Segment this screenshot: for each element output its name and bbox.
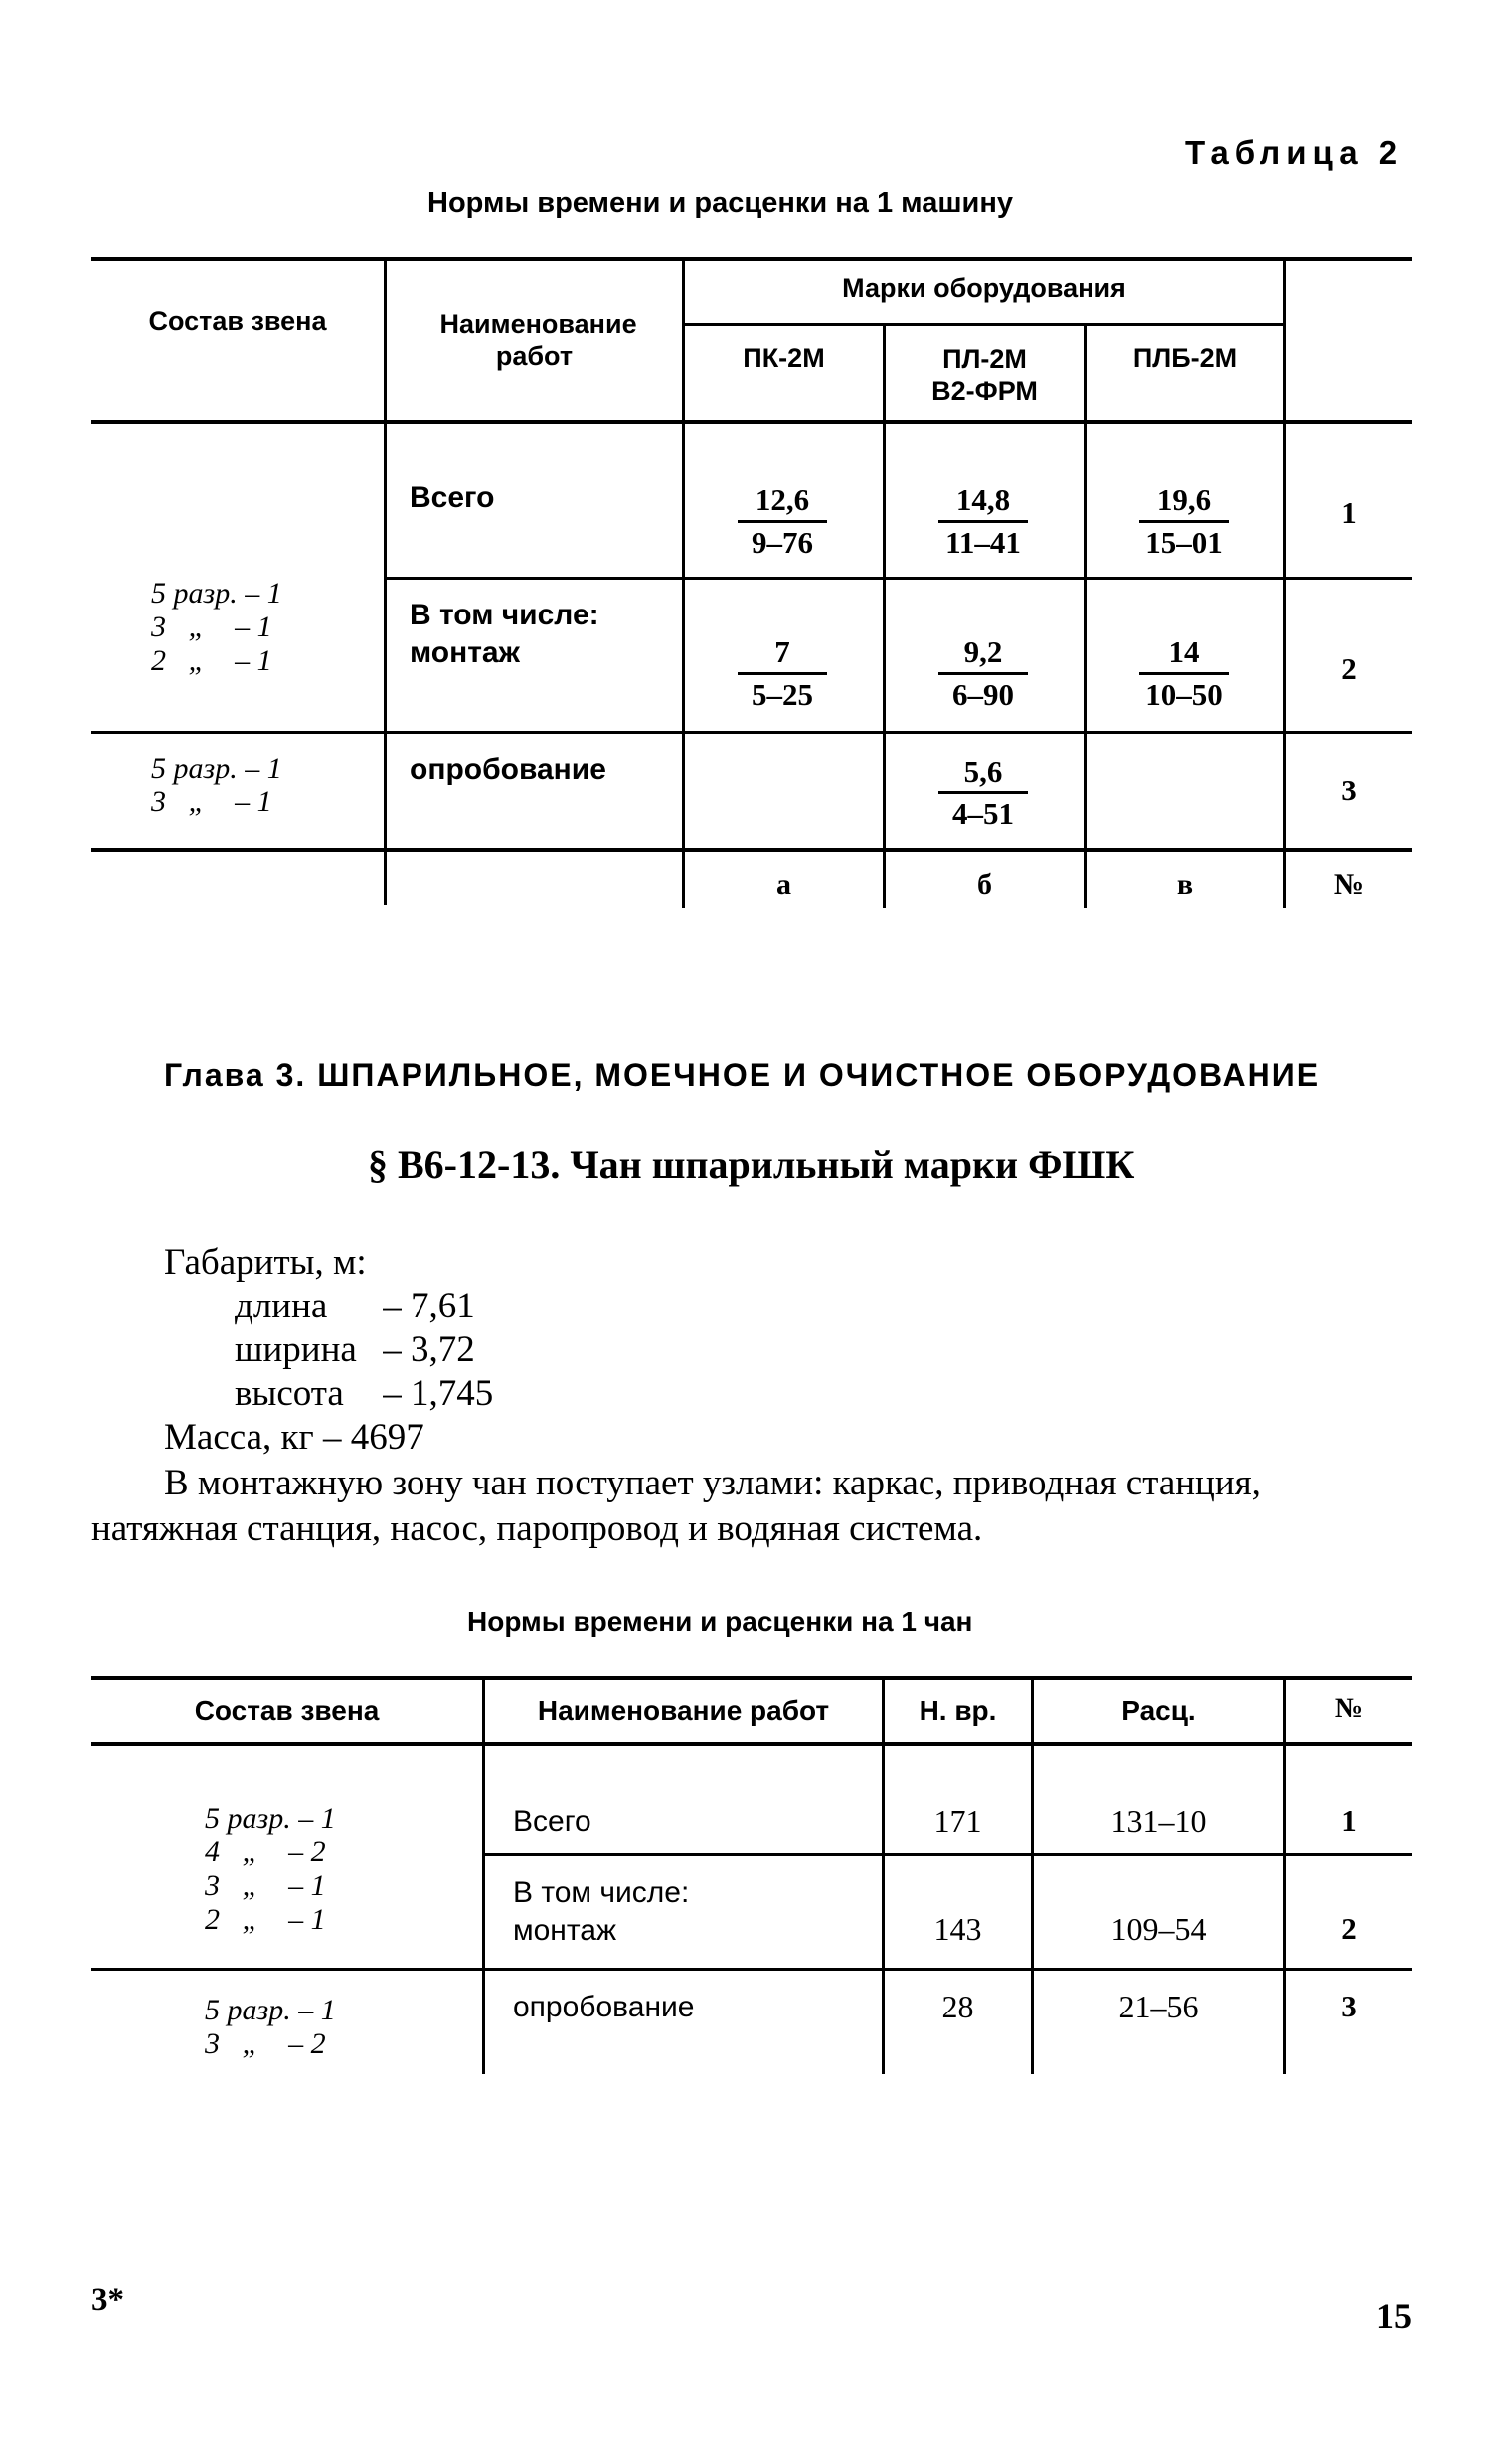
t1-row2-c-num: 14 <box>1139 634 1229 675</box>
table1-row1-rule <box>384 577 1412 580</box>
t1-row3-b-num: 5,6 <box>938 754 1028 794</box>
t1-row1-a <box>713 482 852 561</box>
table2-vline-1 <box>482 1676 485 2074</box>
table2-row1-rule <box>482 1853 1412 1856</box>
t2-row3-no: 3 <box>1341 1989 1357 2023</box>
t1-row2-b <box>914 634 1053 713</box>
dim-width-name: ширина <box>235 1329 357 1370</box>
t2-row2-work-line2: монтаж <box>513 1914 617 1947</box>
section-heading: § В6-12-13. Чан шпарильный марки ФШК <box>368 1142 1135 1187</box>
t1-row2-b-den: 6–90 <box>952 677 1014 712</box>
table2-top-rule <box>91 1676 1412 1680</box>
dim-length <box>235 1285 475 1328</box>
t1-footer-b: б <box>977 868 992 901</box>
t1-row2-work <box>410 597 599 672</box>
t1-row1-b <box>914 482 1053 561</box>
table1-brands-rule <box>682 323 1283 326</box>
t2-row3-rate: 21–56 <box>1118 1989 1199 2024</box>
t1-row1-c <box>1114 482 1254 561</box>
t1-row2-b-num: 9,2 <box>938 634 1028 675</box>
t2-header-rate: Расц. <box>1121 1695 1196 1726</box>
t1-footer-c: в <box>1176 868 1194 901</box>
t1-header-brand-b-line1: ПЛ-2М <box>942 344 1027 374</box>
table1-vline-3 <box>883 323 886 908</box>
table1-vline-5 <box>1283 257 1286 908</box>
t1-header-work <box>387 308 682 372</box>
mass: Масса, кг – 4697 <box>164 1417 424 1458</box>
t2-row2-rate: 109–54 <box>1110 1911 1207 1947</box>
t1-header-brand-c: ПЛБ-2М <box>1132 343 1238 373</box>
t2-row3-work: опробование <box>513 1991 695 2023</box>
dim-width-value: – 3,72 <box>383 1329 475 1370</box>
t1-row1-b-den: 11–41 <box>945 525 1021 560</box>
table2-header-rule <box>91 1742 1412 1746</box>
t1-row2-c <box>1114 634 1254 713</box>
footer-signature: 3* <box>91 2282 124 2318</box>
t2-row1-norm: 171 <box>933 1803 982 1838</box>
t1-row2-c-den: 10–50 <box>1145 677 1223 712</box>
t1-row1-no: 1 <box>1341 495 1357 530</box>
t1-row1-a-den: 9–76 <box>752 525 813 560</box>
t1-row2-work-line2: монтаж <box>410 636 520 669</box>
table1-caption: Нормы времени и расценки на 1 машину <box>427 187 1013 219</box>
t1-row2-a-num: 7 <box>738 634 827 675</box>
paragraph-line-1: В монтажную зону чан поступает узлами: каркас, приводная станция, <box>164 1463 1260 1503</box>
table2-caption: Нормы времени и расценки на 1 чан <box>467 1606 973 1637</box>
paragraph-line-2: натяжная станция, насос, паропровод и водяная система. <box>91 1508 983 1549</box>
t2-crew-1: 5 разр. – 1 4 „ – 2 3 „ – 1 2 „ – 1 <box>205 1802 336 1936</box>
t2-row1-work: Всего <box>513 1805 591 1837</box>
t2-crew-2: 5 разр. – 1 3 „ – 2 <box>205 1994 336 2060</box>
table1-bottom-rule <box>91 848 1412 852</box>
t1-row1-b-num: 14,8 <box>938 482 1028 523</box>
dim-width <box>235 1328 475 1372</box>
t1-header-work-text: Наименование работ <box>439 309 637 371</box>
t1-crew-2: 5 разр. – 1 3 „ – 1 <box>151 752 282 818</box>
t1-row1-work: Всего <box>410 481 495 514</box>
table1-top-rule <box>91 257 1412 261</box>
t1-row2-no: 2 <box>1341 651 1357 686</box>
t2-row2-work-line1: В том числе: <box>513 1876 690 1909</box>
t1-row3-b-den: 4–51 <box>952 796 1014 831</box>
t1-row3-no: 3 <box>1341 773 1357 807</box>
t2-row3-norm: 28 <box>941 1989 974 2024</box>
t1-header-brand-b <box>886 343 1084 407</box>
table-label: Таблица 2 <box>1185 134 1404 171</box>
dim-height-name: высота <box>235 1373 344 1414</box>
dim-height <box>235 1372 493 1416</box>
t2-header-crew: Состав звена <box>194 1695 380 1726</box>
t1-header-brand-a: ПК-2М <box>743 343 825 373</box>
table2-row2-rule <box>91 1968 1412 1971</box>
t2-row2-no: 2 <box>1341 1911 1357 1946</box>
t2-header-work: Наименование работ <box>537 1695 830 1726</box>
t1-row3-work: опробование <box>410 753 606 786</box>
t2-header-no: № <box>1334 1693 1364 1724</box>
t2-row1-no: 1 <box>1341 1803 1357 1837</box>
t1-row2-a-den: 5–25 <box>752 677 813 712</box>
t1-footer-no: № <box>1333 868 1365 901</box>
t1-crew-1: 5 разр. – 1 3 „ – 1 2 „ – 1 <box>151 577 282 677</box>
t1-row1-c-den: 15–01 <box>1145 525 1223 560</box>
dims-title: Габариты, м: <box>164 1242 367 1283</box>
t1-header-brands: Марки оборудования <box>842 273 1126 303</box>
t1-row1-c-num: 19,6 <box>1139 482 1229 523</box>
t2-row2-work <box>513 1874 689 1950</box>
dim-height-value: – 1,745 <box>383 1373 494 1414</box>
t2-header-norm: Н. вр. <box>919 1695 997 1726</box>
page-number: 15 <box>1376 2296 1412 2336</box>
t1-row1-a-num: 12,6 <box>738 482 827 523</box>
t1-header-brand-b-line2: В2-ФРМ <box>931 376 1038 406</box>
t1-row2-work-line1: В том числе: <box>410 599 599 631</box>
dim-length-name: длина <box>235 1286 328 1326</box>
t1-footer-a: а <box>776 868 791 901</box>
t2-row1-rate: 131–10 <box>1110 1803 1207 1838</box>
dim-length-value: – 7,61 <box>383 1286 475 1326</box>
t1-row3-b <box>914 754 1053 832</box>
chapter-heading: Глава 3. ШПАРИЛЬНОЕ, МОЕЧНОЕ И ОЧИСТНОЕ ОБОРУДОВАНИЕ <box>164 1057 1321 1093</box>
t1-header-crew: Состав звена <box>148 306 327 336</box>
table1-header-rule <box>91 420 1412 424</box>
table1-row2-rule <box>91 731 1412 734</box>
t1-row2-a <box>713 634 852 713</box>
table1-vline-4 <box>1084 323 1087 908</box>
t2-row2-norm: 143 <box>933 1911 982 1947</box>
